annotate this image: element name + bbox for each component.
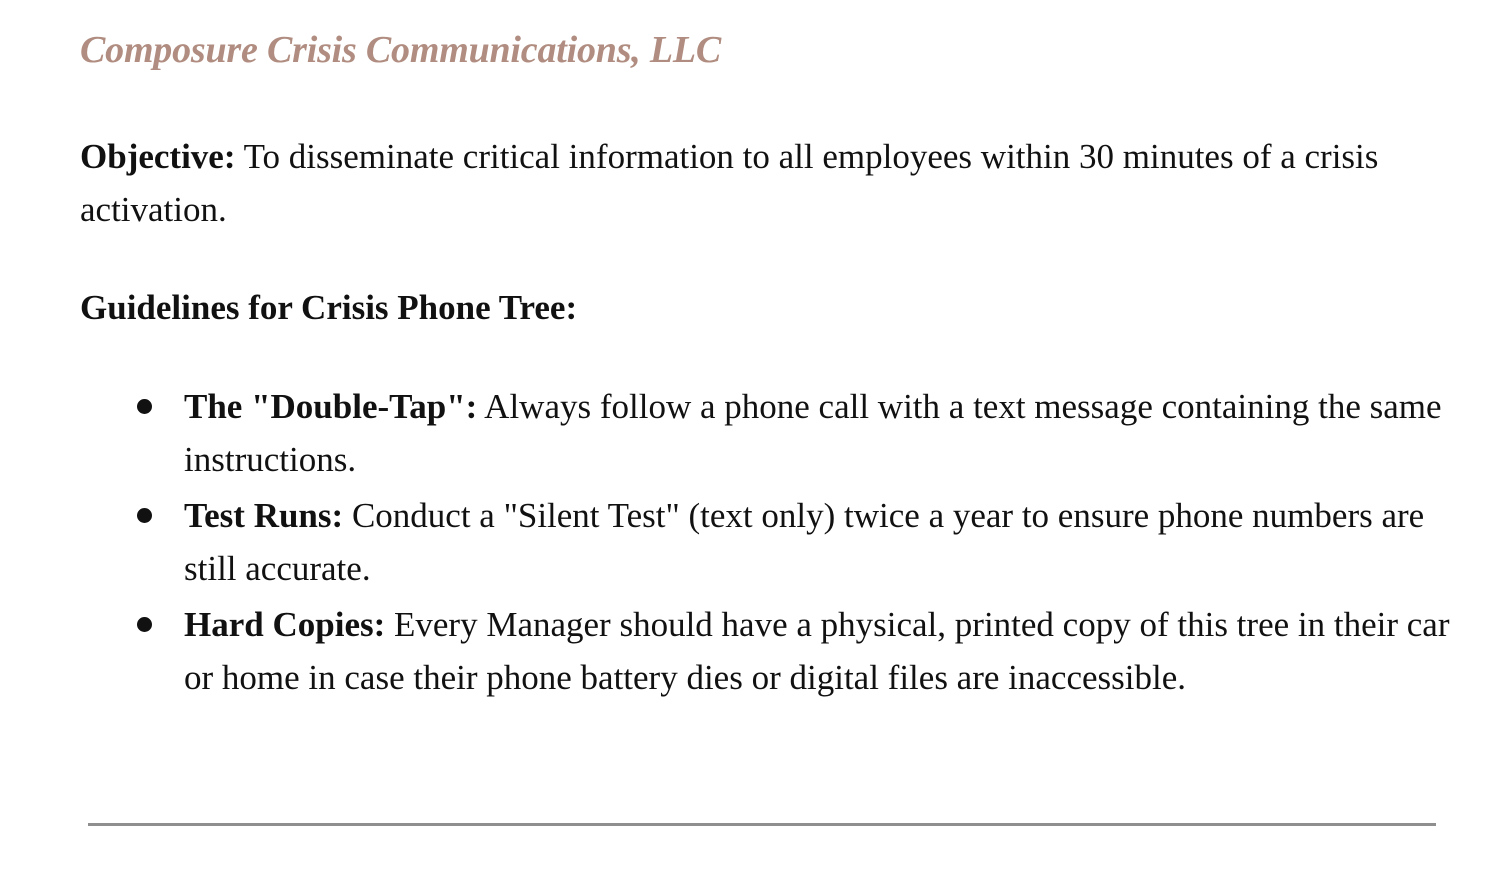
guideline-text: Conduct a "Silent Test" (text only) twice a year to ensure phone numbers are still accurate. [184,496,1425,588]
horizontal-divider [88,823,1436,826]
guideline-text: Every Manager should have a physical, printed copy of this tree in their car or home in case their phone battery dies or digital files are inaccessible. [184,605,1450,697]
guideline-item-hard-copies [80,598,1450,704]
objective-text: To disseminate critical information to all employees within 30 minutes of a crisis activation. [80,137,1379,229]
guideline-item-double-tap [80,380,1450,486]
guideline-term: The "Double-Tap": [184,387,478,426]
guidelines-list [80,380,1450,707]
guideline-item-test-runs [80,489,1450,595]
bullet-icon [137,508,152,523]
guideline-term: Hard Copies: [184,605,386,644]
bullet-icon [137,399,152,414]
guideline-text: Always follow a phone call with a text message containing the same instructions. [184,387,1442,479]
objective-label: Objective: [80,137,236,176]
objective-paragraph [80,130,1450,236]
bullet-icon [137,617,152,632]
company-name: Composure Crisis Communications, LLC [80,29,722,71]
guideline-term: Test Runs: [184,496,344,535]
guidelines-heading: Guidelines for Crisis Phone Tree: [80,288,578,327]
